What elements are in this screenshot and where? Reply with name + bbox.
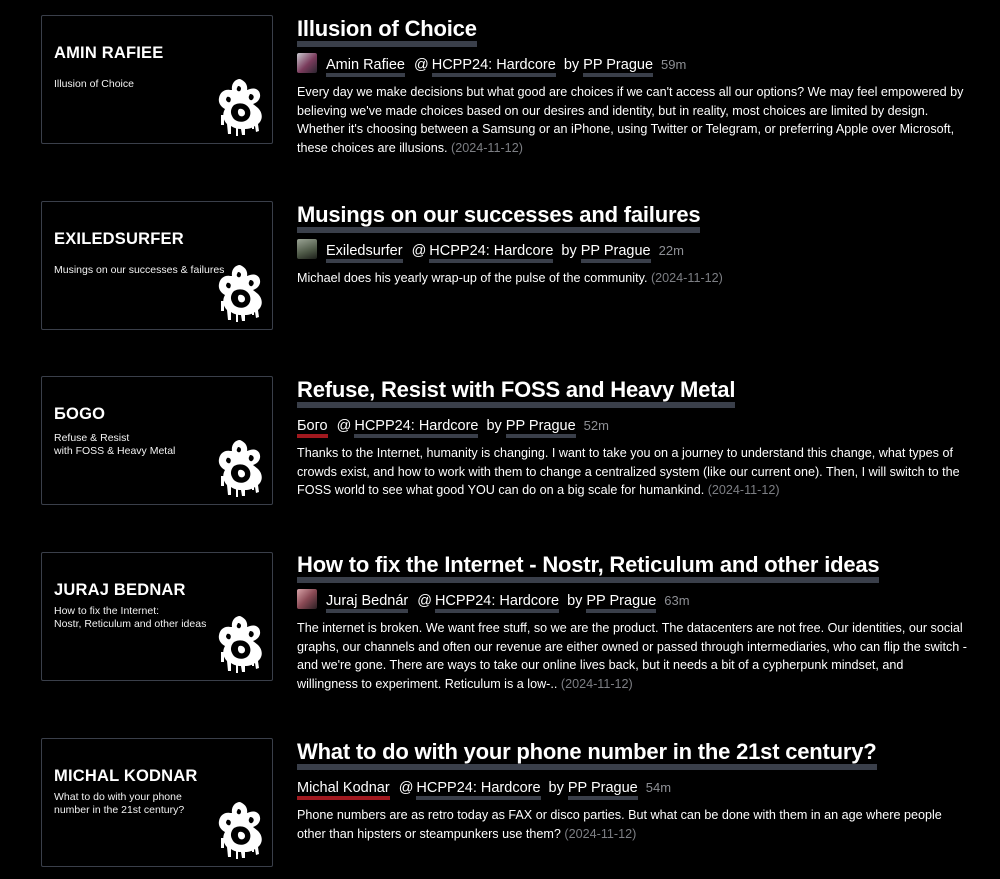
speaker-link[interactable]: Exiledsurfer (326, 243, 403, 263)
talk-description (297, 806, 967, 843)
talk-title-link[interactable]: How to fix the Internet - Nostr, Reticulum and other ideas (297, 553, 879, 583)
talk-date: (2024-11-12) (707, 483, 780, 497)
organizer-link[interactable]: PP Prague (583, 57, 653, 77)
talk-date: (2024-11-12) (451, 140, 523, 155)
event-link[interactable]: HCPP24: Hardcore (429, 243, 553, 263)
event-prefix: @ (336, 418, 352, 434)
talk-description (297, 83, 967, 157)
organizer-link[interactable]: PP Prague (586, 593, 656, 613)
by-prefix: by (548, 780, 564, 796)
talk-title-link[interactable]: Illusion of Choice (297, 17, 477, 47)
thumbnail-speaker: EXILEDSURFER (54, 230, 184, 248)
description-text: Every day we make decisions but what good are choices if we can't access all our options? We may feel empowered by believing we've made choices based on our desires and identity, but in reality, most choices are limited by design. Whether it's choosing between a Samsung or an iPhone, using Twitter or Telegram, or preferring Apple over Microsoft, these choices are illusions. (297, 85, 964, 155)
talk-title-link[interactable]: What to do with your phone number in the 21st century? (297, 740, 877, 770)
talk-duration: 52m (583, 418, 609, 433)
event-prefix: @ (398, 780, 414, 796)
by-prefix: by (567, 593, 583, 609)
by-prefix: by (561, 243, 577, 259)
talk-description (297, 619, 967, 693)
conference-logo-icon (212, 614, 268, 674)
thumbnail-title: Illusion of Choice (54, 78, 134, 90)
talk-duration: 59m (661, 57, 687, 72)
organizer-link[interactable]: PP Prague (568, 780, 638, 800)
talk-date: (2024-11-12) (650, 271, 723, 285)
description-text: The internet is broken. We want free stuff, so we are the product. The datacenters are not free. Our identities, our social graphs, our channels and often our revenue are either owned or passed through intermediaries, who can flip the switch - and we're gone. There are ways to take our online lives back, but it needs a bit of a cypherpunk mindset, and willingness to experiment. Reticulum is a low-.. (297, 621, 967, 691)
talk-title-link[interactable]: Musings on our successes and failures (297, 203, 700, 233)
thumbnail-title: How to fix the Internet: Nostr, Reticulum and other ideas (54, 605, 207, 630)
description-text: Thanks to the Internet, humanity is changing. I want to take you on a journey to understand this change, what types of crowds exist, and how to work with them to change a centralized system (like our current one). Then, I will switch to the FOSS world to see what good YOU can do on a big scale for humankind. (297, 446, 960, 497)
talk-title-link[interactable]: Refuse, Resist with FOSS and Heavy Metal (297, 378, 735, 408)
speaker-avatar (297, 53, 317, 73)
speaker-avatar (297, 589, 317, 609)
speaker-link[interactable]: Michal Kodnar (297, 780, 390, 800)
talk-description (297, 269, 967, 288)
talk-duration: 22m (658, 243, 684, 258)
description-text: Michael does his yearly wrap-up of the pulse of the community. (297, 271, 648, 285)
talk-meta (297, 55, 967, 77)
talk-date: (2024-11-12) (564, 826, 637, 841)
speaker-link[interactable]: Amin Rafiee (326, 57, 405, 77)
event-prefix: @ (417, 593, 432, 609)
event-link[interactable]: HCPP24: Hardcore (432, 57, 556, 77)
speaker-link[interactable]: Бого (297, 418, 328, 438)
talk-description (297, 444, 967, 500)
talk-duration: 63m (664, 593, 690, 608)
event-prefix: @ (411, 243, 427, 259)
thumbnail-title: What to do with your phone number in the 21st century? (54, 791, 185, 816)
event-link[interactable]: HCPP24: Hardcore (416, 780, 540, 800)
by-prefix: by (563, 57, 580, 73)
conference-logo-icon (212, 263, 268, 323)
talk-thumbnail[interactable] (41, 15, 273, 144)
by-prefix: by (486, 418, 502, 434)
organizer-link[interactable]: PP Prague (506, 418, 576, 438)
talk-meta (297, 591, 967, 613)
speaker-link[interactable]: Juraj Bednár (326, 593, 408, 613)
conference-logo-icon (212, 77, 268, 137)
talk-thumbnail[interactable] (41, 376, 273, 505)
thumbnail-speaker: MICHAL KODNAR (54, 767, 198, 785)
event-prefix: @ (413, 57, 429, 73)
talk-thumbnail[interactable] (41, 738, 273, 867)
thumbnail-speaker: БОGO (54, 405, 106, 423)
thumbnail-speaker: AMIN RAFIEE (54, 44, 164, 62)
event-link[interactable]: HCPP24: Hardcore (354, 418, 478, 438)
conference-logo-icon (212, 800, 268, 860)
talk-date: (2024-11-12) (560, 676, 633, 691)
conference-logo-icon (212, 438, 268, 498)
thumbnail-title: Musings on our successes & failures (54, 264, 225, 276)
description-text: Phone numbers are as retro today as FAX or disco parties. But what can be done with them in an age where people other than hipsters or steampunkers use them? (297, 808, 942, 841)
thumbnail-speaker: JURAJ BEDNAR (54, 581, 186, 599)
talk-thumbnail[interactable] (41, 552, 273, 681)
talk-meta (297, 241, 967, 263)
talk-thumbnail[interactable] (41, 201, 273, 330)
organizer-link[interactable]: PP Prague (581, 243, 651, 263)
thumbnail-title: Refuse & Resist with FOSS & Heavy Metal (54, 432, 176, 457)
talk-meta (297, 778, 967, 800)
talk-meta (297, 416, 967, 438)
talk-duration: 54m (645, 780, 672, 795)
speaker-avatar (297, 239, 317, 259)
event-link[interactable]: HCPP24: Hardcore (435, 593, 559, 613)
